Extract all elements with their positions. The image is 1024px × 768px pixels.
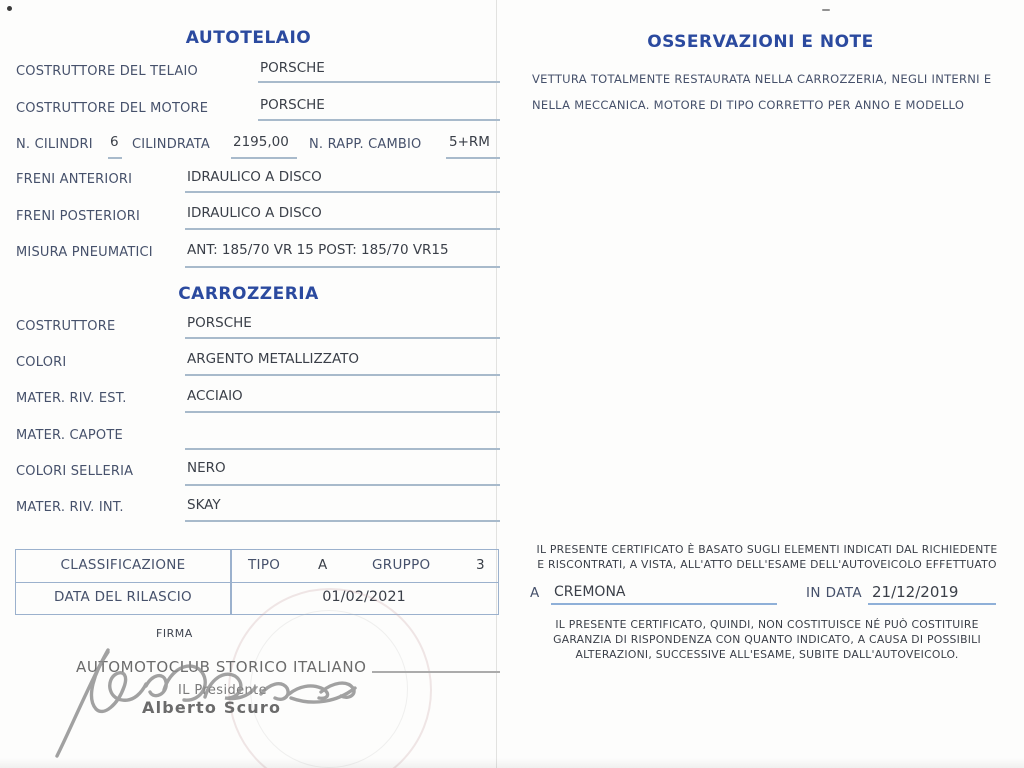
field-value-misura-pneumatici: ANT: 185/70 VR 15 POST: 185/70 VR15 — [187, 242, 449, 258]
field-underline — [185, 484, 500, 486]
signature-role: IL Presidente — [178, 683, 268, 698]
data-rilascio-value: 01/02/2021 — [322, 589, 406, 605]
field-label-cilindrata: CILINDRATA — [132, 137, 210, 152]
osservazioni-section-title: OSSERVAZIONI E NOTE — [647, 32, 874, 52]
field-value-costruttore-motore: PORSCHE — [260, 97, 325, 113]
place-underline — [551, 603, 777, 605]
in-data-label: IN DATA — [806, 585, 862, 601]
field-label-costruttore-telaio: COSTRUTTORE DEL TELAIO — [16, 64, 198, 79]
date-underline — [868, 603, 996, 605]
tipo-value: A — [318, 557, 328, 573]
field-value-costruttore-telaio: PORSCHE — [260, 60, 325, 76]
field-underline — [185, 448, 500, 450]
field-underline — [185, 411, 500, 413]
field-underline — [446, 157, 500, 159]
field-value-freni-posteriori: IDRAULICO A DISCO — [187, 205, 322, 221]
field-underline — [258, 81, 500, 83]
field-label-rapp-cambio: N. RAPP. CAMBIO — [309, 137, 422, 152]
firma-label: FIRMA — [156, 627, 193, 640]
field-label-cilindri: N. CILINDRI — [16, 137, 93, 152]
field-label-misura-pneumatici: MISURA PNEUMATICI — [16, 245, 153, 260]
field-value-mater-riv-int: SKAY — [187, 497, 221, 513]
field-underline — [185, 520, 500, 522]
field-label-mater-riv-int: MATER. RIV. INT. — [16, 500, 124, 515]
certificate-intro-line1: IL PRESENTE CERTIFICATO È BASATO SUGLI ELEMENTI INDICATI DAL RICHIEDENTE — [536, 543, 998, 556]
signature-name: Alberto Scuro — [142, 698, 282, 717]
field-label-mater-riv-est: MATER. RIV. EST. — [16, 391, 127, 406]
place-value: CREMONA — [554, 584, 626, 600]
field-label-freni-anteriori: FRENI ANTERIORI — [16, 172, 133, 187]
field-underline — [185, 191, 500, 193]
field-underline — [185, 266, 500, 268]
field-underline — [185, 337, 500, 339]
field-value-rapp-cambio: 5+RM — [449, 134, 490, 150]
classificazione-label: CLASSIFICAZIONE — [60, 557, 186, 573]
field-underline — [185, 228, 500, 230]
signature-organization: AUTOMOTOCLUB STORICO ITALIANO — [76, 658, 367, 676]
place-label: A — [530, 585, 540, 601]
field-value-cilindrata: 2195,00 — [233, 134, 289, 150]
gruppo-value: 3 — [476, 557, 485, 573]
field-label-colori: COLORI — [16, 355, 67, 370]
disclaimer-line3: ALTERAZIONI, SUCCESSIVE ALL'ESAME, SUBITE DALL'AUTOVEICOLO. — [575, 648, 959, 661]
field-value-colori-selleria: NERO — [187, 460, 226, 476]
field-value-mater-riv-est: ACCIAIO — [187, 388, 243, 404]
field-label-costruttore-motore: COSTRUTTORE DEL MOTORE — [16, 101, 209, 116]
observations-text-line1: VETTURA TOTALMENTE RESTAURATA NELLA CARROZZERIA, NEGLI INTERNI E — [532, 72, 992, 86]
page-fold-divider — [496, 0, 497, 768]
field-value-colori: ARGENTO METALLIZZATO — [187, 351, 360, 367]
carrozzeria-section-title: CARROZZERIA — [178, 284, 319, 304]
field-underline — [108, 157, 122, 159]
observations-text-line2: NELLA MECCANICA. MOTORE DI TIPO CORRETTO PER ANNO E MODELLO — [532, 98, 965, 112]
field-label-colori-selleria: COLORI SELLERIA — [16, 464, 134, 479]
scan-speck — [822, 9, 830, 11]
table-divider — [16, 582, 498, 584]
handwritten-signature — [45, 642, 360, 762]
field-label-freni-posteriori: FRENI POSTERIORI — [16, 209, 141, 224]
certificate-intro-line2: E RISCONTRATI, A VISTA, ALL'ATTO DELL'ESAME DELL'AUTOVEICOLO EFFETTUATO — [537, 558, 997, 571]
gruppo-label: GRUPPO — [372, 557, 431, 573]
autotelaio-section-title: AUTOTELAIO — [185, 28, 312, 48]
tipo-label: TIPO — [248, 557, 281, 573]
field-underline — [231, 157, 297, 159]
disclaimer-line1: IL PRESENTE CERTIFICATO, QUINDI, NON COSTITUISCE NÉ PUÒ COSTITUIRE — [555, 618, 979, 631]
exam-date-value: 21/12/2019 — [872, 583, 959, 601]
classification-table — [15, 549, 499, 615]
field-value-cilindri: 6 — [110, 134, 119, 150]
data-rilascio-label: DATA DEL RILASCIO — [54, 589, 192, 605]
field-underline — [258, 119, 500, 121]
field-underline — [185, 374, 500, 376]
scan-speck — [7, 6, 12, 11]
field-label-costruttore: COSTRUTTORE — [16, 319, 116, 334]
signature-line — [372, 671, 500, 673]
field-label-mater-capote: MATER. CAPOTE — [16, 428, 123, 443]
disclaimer-line2: GARANZIA DI RISPONDENZA CON QUANTO INDICATO, A CAUSA DI POSSIBILI — [553, 633, 981, 646]
field-value-costruttore: PORSCHE — [187, 315, 252, 331]
field-value-freni-anteriori: IDRAULICO A DISCO — [187, 169, 322, 185]
